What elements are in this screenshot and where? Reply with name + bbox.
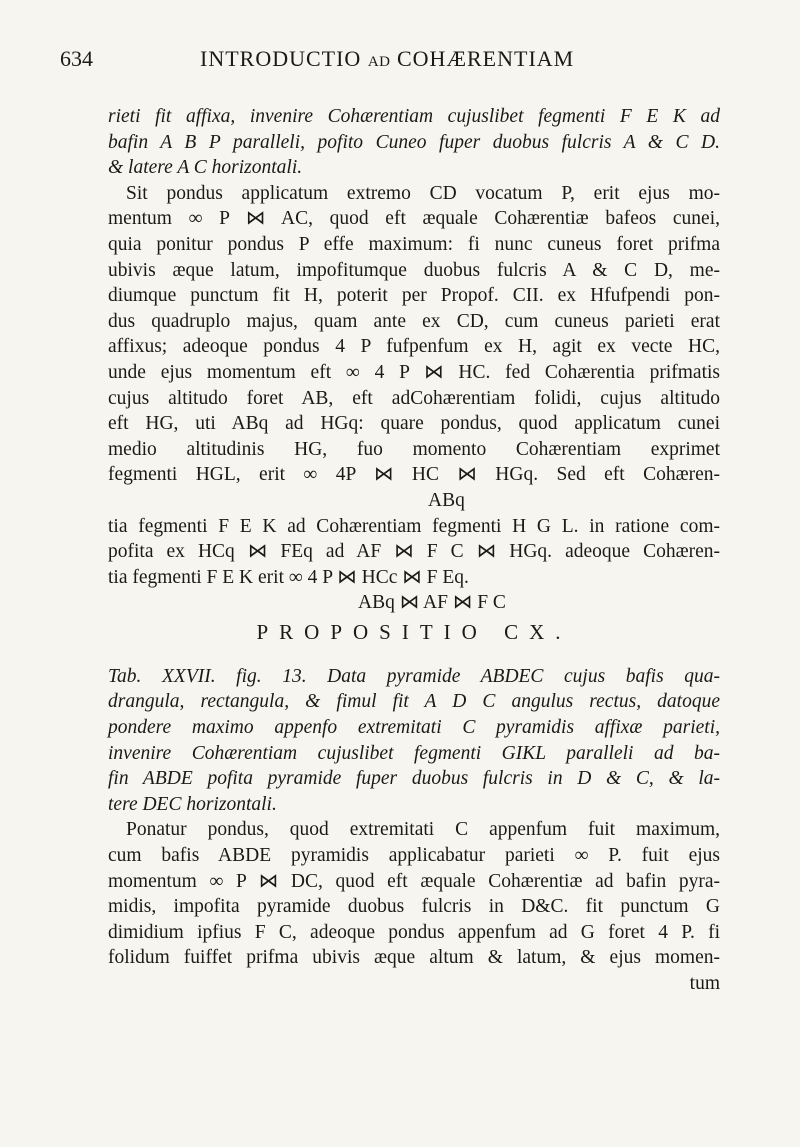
text-line: pondere maximo appenfo extremitati C pyramidis affixæ parieti,	[108, 717, 720, 739]
text-line: unde ejus momentum eft ∞ 4 P ⋈ HC. fed Cohærentia prifmatis	[108, 361, 720, 383]
running-header	[60, 46, 730, 80]
text-line: medio altitudinis HG, fuo momento Cohærentiam exprimet	[108, 438, 720, 460]
text-line: cum bafis ABDE pyramidis applicabatur parieti ∞ P. fuit ejus	[108, 845, 720, 867]
fraction-denominator: ABq ⋈ AF ⋈ F C	[358, 592, 506, 614]
text-line: pofita ex HCq ⋈ FEq ad AF ⋈ F C ⋈ HGq. adeoque Cohæren-	[108, 541, 720, 563]
text-line: eft HG, uti ABq ad HGq: quare pondus, quod applicatum cunei	[108, 413, 720, 435]
text-line: dus quadruplo majus, quam ante ex CD, cum cuneus parieti erat	[108, 310, 720, 332]
text-line: tia fegmenti F E K ad Cohærentiam fegmenti H G L. in ratione com-	[108, 515, 720, 537]
text-line: midis, impofita pyramide duobus fulcris in D&C. fit punctum G	[108, 896, 720, 918]
text-line: drangula, rectangula, & fimul fit A D C angulus rectus, datoque	[108, 691, 720, 713]
running-title-main: INTRODUCTIO	[200, 46, 362, 71]
text-line: Sit pondus applicatum extremo CD vocatum P, erit ejus mo-	[126, 182, 720, 204]
text-line: cujus altitudo foret AB, eft adCohærentiam folidi, cujus altitudo	[108, 387, 720, 409]
text-line: quia ponitur pondus P effe maximum: fi nunc cuneus foret prifma	[108, 233, 720, 255]
text-line: diumque punctum fit H, poterit per Propof. CII. ex Hfufpendi pon-	[108, 285, 720, 307]
page-number: 634	[60, 46, 93, 71]
text-line: mentum ∞ P ⋈ AC, quod eft æquale Cohærentiæ bafeos cunei,	[108, 208, 720, 230]
text-line: rieti fit affixa, invenire Cohærentiam cujuslibet fegmenti F E K ad	[108, 106, 720, 127]
page-body	[108, 104, 720, 997]
text-line: invenire Cohærentiam cujuslibet fegmenti GIKL paralleli ad ba-	[108, 742, 720, 764]
text-line: ubivis æque latum, impofitumque duobus fulcris A & C D, me-	[108, 259, 720, 281]
text-line: & latere A C horizontali.	[108, 157, 303, 179]
text-line: momentum ∞ P ⋈ DC, quod eft æquale Cohærentiæ ad bafin pyra-	[108, 870, 720, 892]
running-title	[200, 46, 574, 72]
text-line: fin ABDE pofita pyramide fuper duobus fulcris in D & C, & la-	[108, 768, 720, 790]
fraction-denominator: ABq	[428, 489, 465, 511]
catchword: tum	[689, 973, 720, 994]
running-title-end: COHÆRENTIAM	[397, 46, 575, 71]
text-line: fegmenti HGL, erit ∞ 4P ⋈ HC ⋈ HGq. Sed eft Cohæren-	[108, 464, 720, 486]
text-line: affixus; adeoque pondus 4 P fufpenfum ex H, agit ex vecte HC,	[108, 336, 720, 358]
text-line: folidum fuiffet prifma ubivis æque altum & latum, & ejus momen-	[108, 947, 720, 969]
section-heading: PROPOSITIO CX.	[256, 619, 572, 644]
text-line: tia fegmenti F E K erit ∞ 4 P ⋈ HCc ⋈ F Eq.	[108, 566, 469, 588]
text-line: dimidium ipfius F C, adeoque pondus appenfum ad G foret 4 P. fi	[108, 921, 720, 943]
text-line: bafin A B P paralleli, pofito Cuneo fuper duobus fulcris A & C D.	[108, 131, 720, 153]
running-title-small: AD	[367, 54, 391, 70]
text-line: Tab. XXVII. fig. 13. Data pyramide ABDEC cujus bafis qua-	[108, 665, 720, 687]
text-line: tere DEC horizontali.	[108, 793, 277, 815]
text-line: Ponatur pondus, quod extremitati C appenfum fuit maximum,	[126, 819, 720, 841]
